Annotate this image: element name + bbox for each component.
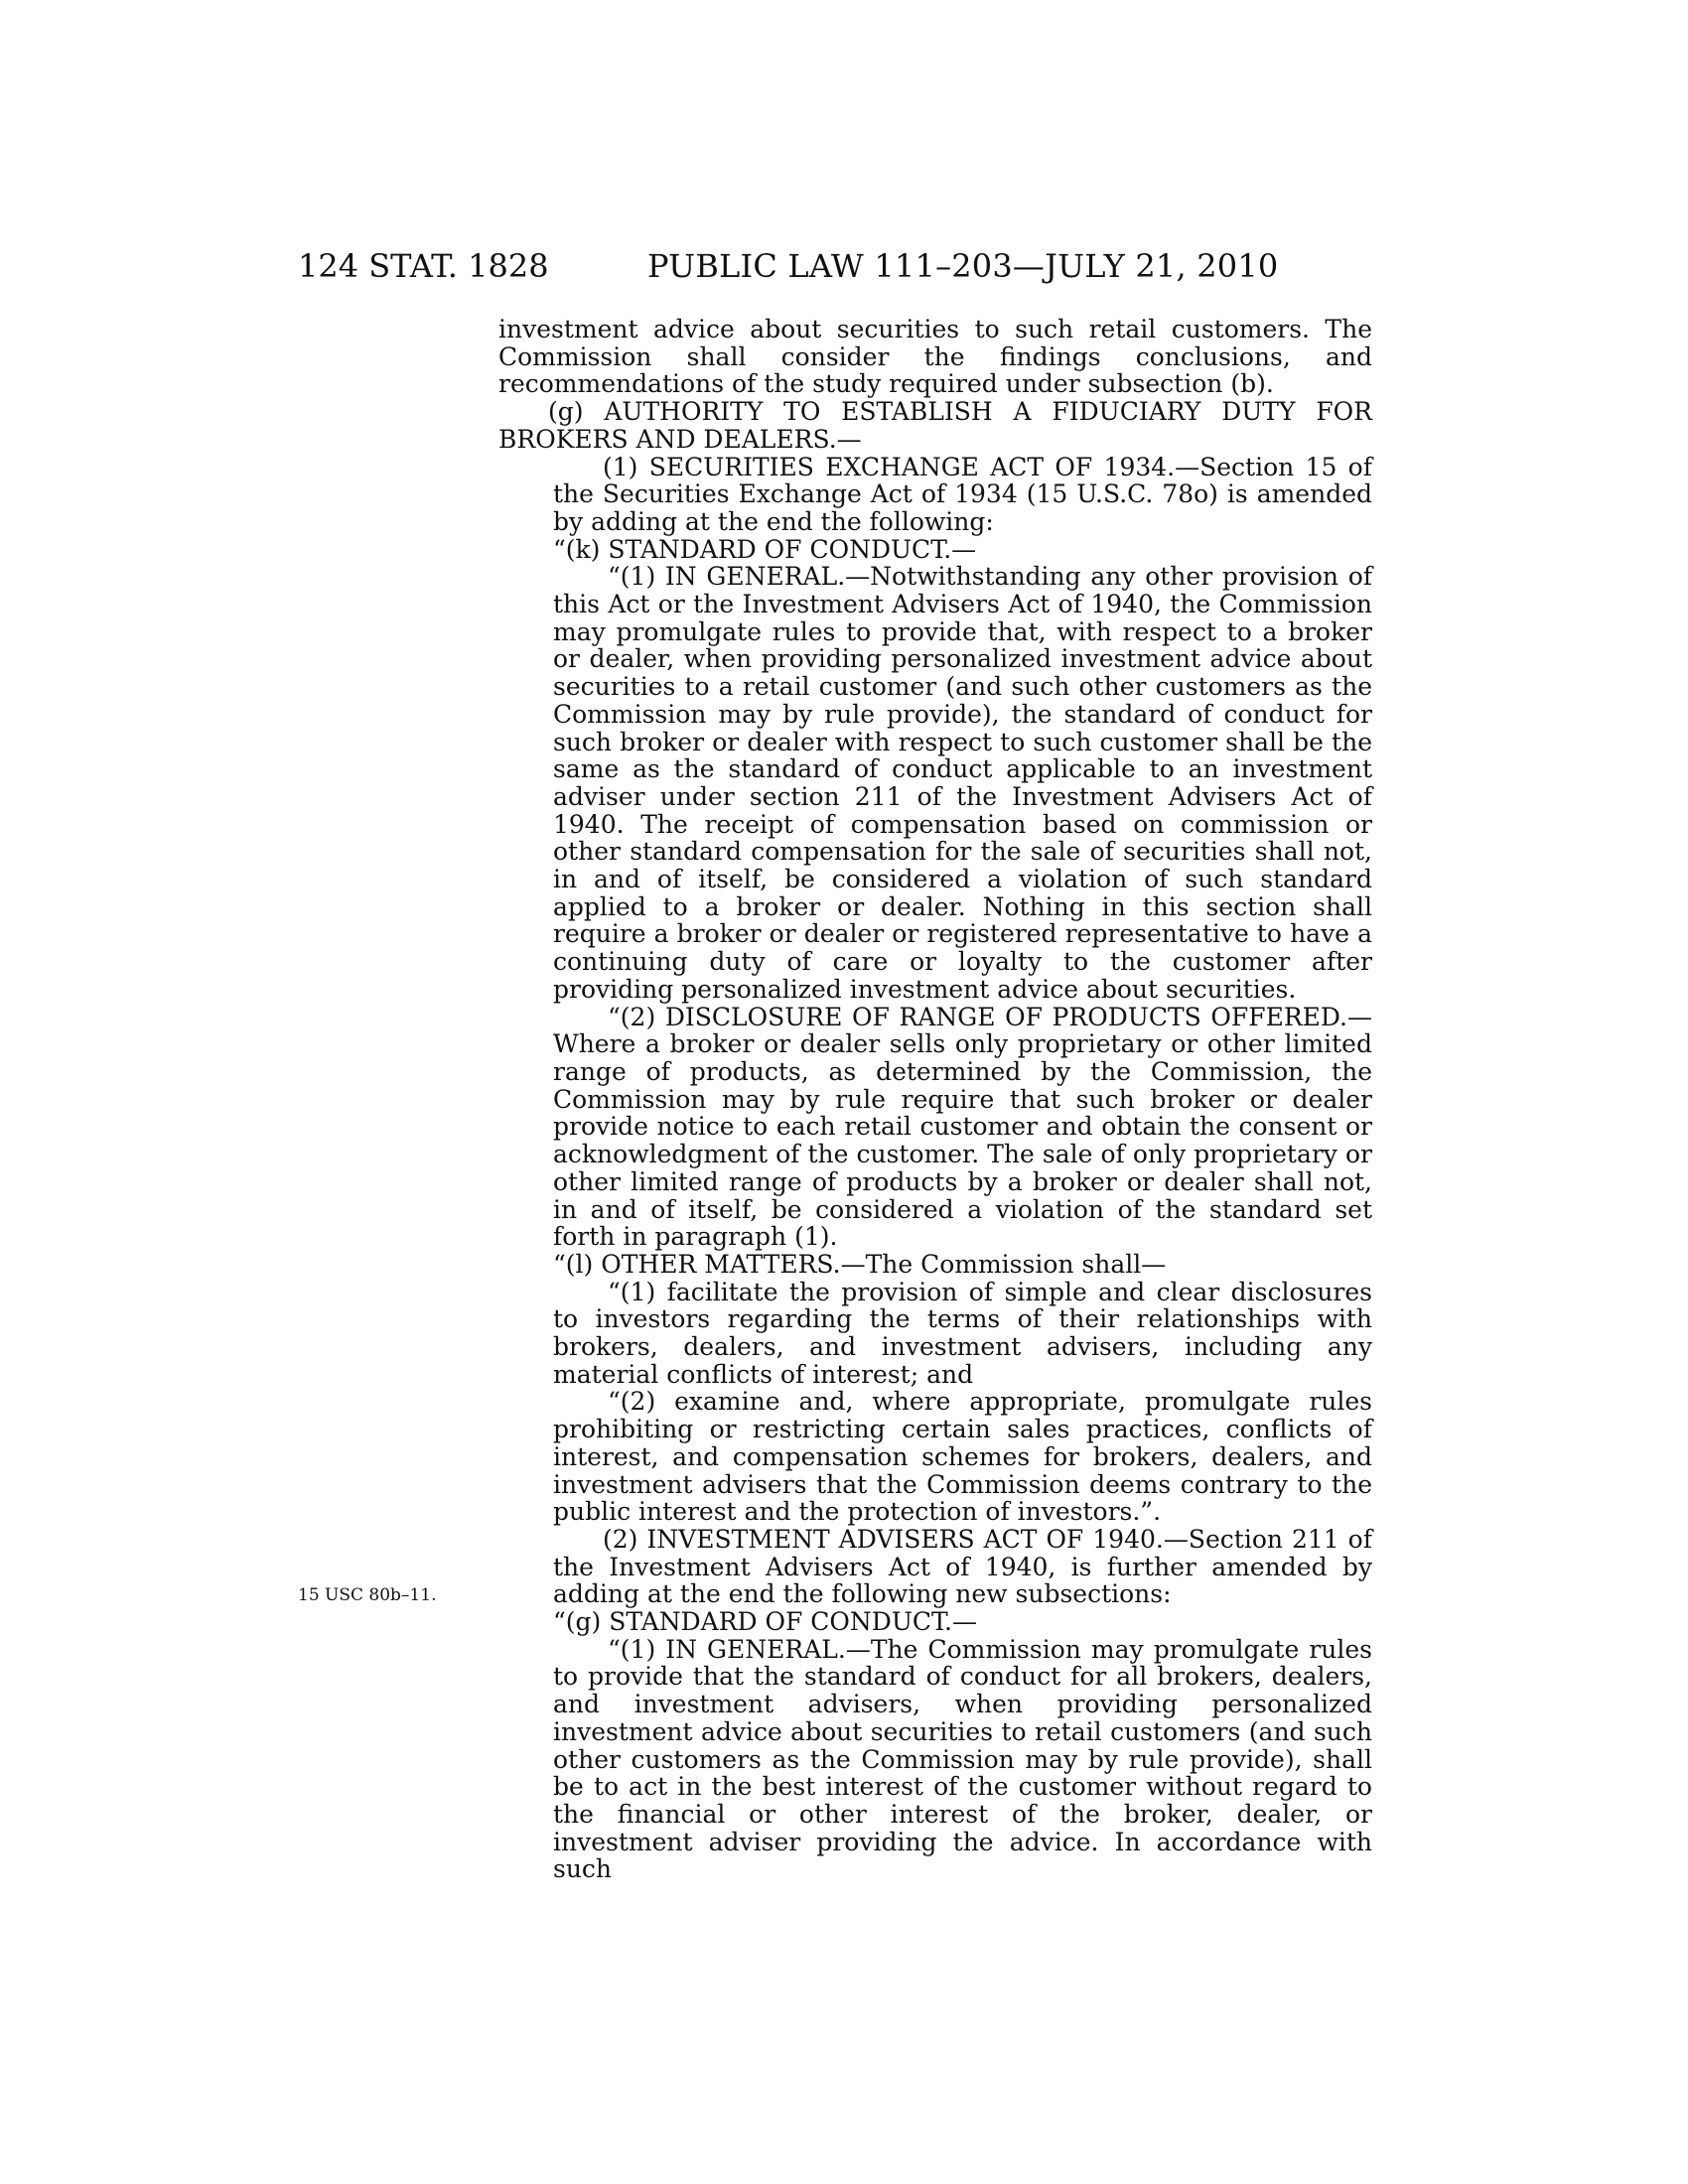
document-body [498,316,1372,1883]
paragraph-securities-exchange-act: (1) SECURITIES EXCHANGE ACT OF 1934.—Section 15 of the Securities Exchange Act of 1934 (15 U.S.C. 78o) is amended by adding at the end the following: [553,452,1372,536]
paragraph-l1-facilitate: “(1) facilitate the provision of simple and clear disclosures to investors regarding the terms of their relationships with brokers, dealers, and investment advisers, including any material conflicts of interest; and [553,1277,1372,1389]
paragraph-k1-in-general: “(1) IN GENERAL.—Notwithstanding any other provision of this Act or the Investment Advisers Act of 1940, the Commission may promulgate rules to provide that, with respect to a broker or dealer, when providing personalized investment advice about securities to a retail customer (and such other customers as the Commission may by rule provide), the standard of conduct for such broker or dealer with respect to such customer shall be the same as the standard of conduct applicable to an investment adviser under section 211 of the Investment Advisers Act of 1940. The receipt of compensation based on commission or other standard compensation for the sale of securities shall not, in and of itself, be considered a violation of such standard applied to a broker or dealer. Nothing in this section shall require a broker or dealer or registered representative to have a continuing duty of care or loyalty to the customer after providing personalized investment advice about securities. [553,562,1372,1004]
paragraph-g1-in-general: “(1) IN GENERAL.—The Commission may promulgate rules to provide that the standard of conduct for all brokers, dealers, and investment advisers, when providing personalized investment advice about securities to retail customers (and such other customers as the Commission may by rule provide), shall be to act in the best interest of the customer without regard to the financial or other interest of the broker, dealer, or investment adviser providing the advice. In accordance with such [553,1634,1372,1884]
paragraph-investment-advisers-act: (2) INVESTMENT ADVISERS ACT OF 1940.—Section 211 of the Investment Advisers Act of 1940, is further amended by adding at the end the following new subsections: [553,1524,1372,1609]
paragraph-l2-examine: “(2) examine and, where appropriate, promulgate rules prohibiting or restricting certain sales practices, conflicts of interest, and compensation schemes for brokers, dealers, and investment advisers that the Commission deems contrary to the public interest and the protection of investors.”. [553,1387,1372,1527]
page-reference: 124 STAT. 1828 [298,247,549,285]
paragraph-other-matters-l: “(l) OTHER MATTERS.—The Commission shall— [553,1249,1167,1279]
usc-margin-note: 15 USC 80b–11. [298,1585,437,1605]
running-header-title: PUBLIC LAW 111–203—JULY 21, 2010 [647,247,1279,285]
paragraph-subsection-g: (g) AUTHORITY TO ESTABLISH A FIDUCIARY DUTY FOR BROKERS AND DEALERS.— [498,397,1372,454]
paragraph-standard-of-conduct-k: “(k) STANDARD OF CONDUCT.— [553,534,977,564]
paragraph-continuation: investment advice about securities to such retail customers. The Commission shall consider the findings conclusions, and recommendations of the study required under subsection (b). [498,315,1372,399]
paragraph-standard-of-conduct-g: “(g) STANDARD OF CONDUCT.— [553,1607,977,1637]
paragraph-k2-disclosure: “(2) DISCLOSURE OF RANGE OF PRODUCTS OFFERED.—Where a broker or dealer sells only proprietary or other limited range of products, as determined by the Commission, the Commission may by rule require that such broker or dealer provide notice to each retail customer and obtain the consent or acknowledgment of the customer. The sale of only proprietary or other limited range of products by a broker or dealer shall not, in and of itself, be considered a violation of the standard set forth in paragraph (1). [553,1002,1372,1252]
